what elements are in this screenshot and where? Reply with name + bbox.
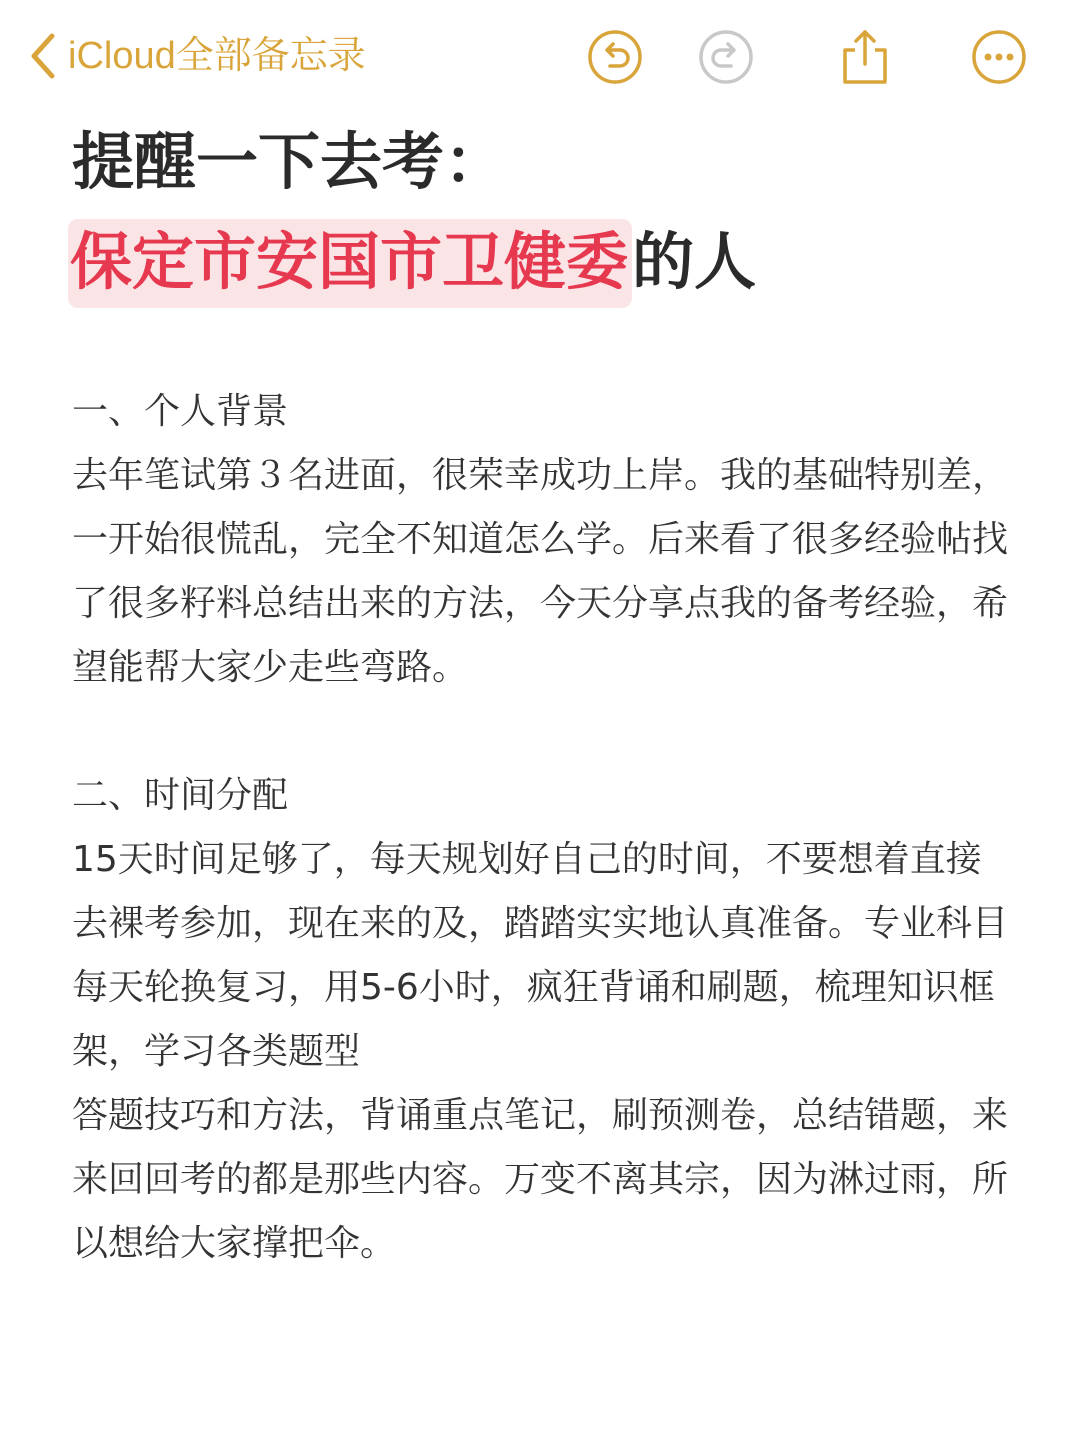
- share-button[interactable]: [836, 28, 894, 86]
- undo-icon: [586, 28, 644, 86]
- paragraph-gap: [72, 700, 1012, 764]
- redo-button[interactable]: [697, 28, 755, 86]
- section-body-time-allocation-a: 15天时间足够了，每天规划好自己的时间，不要想着直接去裸考参加，现在来的及，踏踏实实地认真准备。专业科目每天轮换复习，用5-6小时，疯狂背诵和刷题，梳理知识框架，学习各类题型: [72, 839, 1009, 1072]
- note-body[interactable]: [72, 380, 1012, 1276]
- title-line-1: 提醒一下去考：: [72, 125, 507, 198]
- section-heading-time-allocation: 二、时间分配: [72, 775, 289, 816]
- chevron-left-icon: [28, 32, 58, 80]
- section-heading-background: 一、个人背景: [72, 391, 289, 432]
- back-label: iCloud全部备忘录: [68, 35, 366, 77]
- section-body-background: 去年笔试第３名进面，很荣幸成功上岸。我的基础特别差，一开始很慌乱，完全不知道怎么学。后来看了很多经验帖找了很多籽料总结出来的方法，今天分享点我的备考经验，希望能帮大家少走些弯路。: [72, 455, 1009, 688]
- undo-button[interactable]: [586, 28, 644, 86]
- navigation-bar: [0, 0, 1080, 112]
- redo-icon: [697, 28, 755, 86]
- title-highlight: 保定市安国市卫健委: [68, 219, 632, 308]
- ellipsis-circle-icon: [970, 28, 1028, 86]
- section-body-time-allocation-b: 答题技巧和方法，背诵重点笔记，刷预测卷，总结错题，来来回回考的都是那些内容。万变不离其宗，因为淋过雨，所以想给大家撑把伞。: [72, 1095, 1009, 1264]
- title-line-2: [72, 222, 1032, 302]
- note-title[interactable]: [72, 122, 1032, 302]
- back-button[interactable]: [28, 30, 366, 82]
- share-icon: [836, 28, 894, 86]
- title-line-2-rest: 的人: [632, 225, 757, 298]
- more-button[interactable]: [970, 28, 1028, 86]
